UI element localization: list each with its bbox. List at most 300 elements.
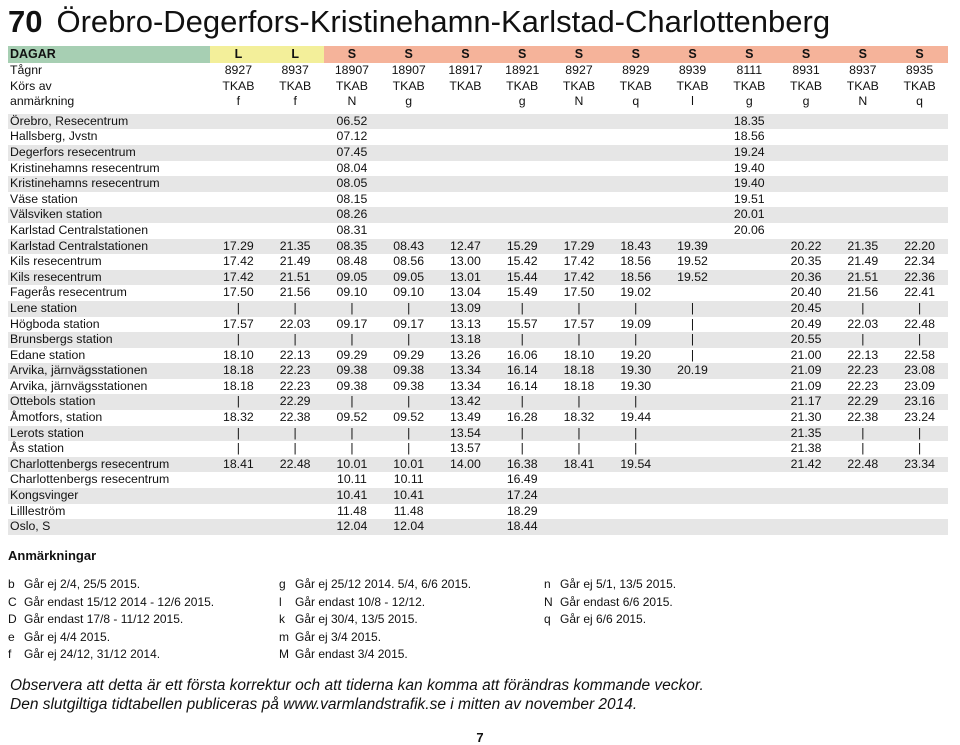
stop-name: Arvika, järnvägsstationen (10, 378, 148, 393)
time-cell (834, 223, 891, 239)
stop-name: Karlstad Centralstationen (8, 239, 210, 255)
time-cell (664, 379, 721, 395)
note-item (279, 611, 471, 629)
time-cell: 12.47 (437, 239, 494, 255)
time-cell (607, 207, 664, 223)
time-cell (210, 472, 267, 488)
time-cell: 18.32 (222, 410, 254, 425)
info-cell: 8939 (678, 63, 707, 77)
time-cell: 22.41 (904, 285, 935, 300)
notes-column-3 (544, 576, 676, 629)
note-key: n (544, 577, 551, 591)
time-cell: 21.49 (847, 254, 879, 269)
time-cell (778, 161, 835, 177)
note-item (279, 594, 471, 612)
time-cell: 22.23 (267, 363, 324, 379)
time-cell: | (607, 394, 664, 410)
time-cell (210, 488, 267, 504)
time-cell (721, 270, 778, 286)
time-cell: 19.09 (620, 316, 652, 331)
stop-name: Åmotfors, station (10, 410, 103, 425)
note-item (8, 646, 214, 664)
note-key: C (8, 594, 17, 609)
time-cell (607, 223, 664, 239)
time-cell: 21.49 (279, 254, 311, 269)
time-cell (778, 519, 835, 535)
time-cell (551, 192, 608, 208)
time-cell: 10.01 (380, 457, 437, 473)
info-cell: TKAB (733, 78, 766, 93)
time-cell (778, 114, 835, 130)
time-cell: 18.56 (733, 129, 765, 144)
time-cell (210, 114, 267, 130)
time-cell: 17.42 (222, 254, 254, 269)
time-cell (834, 129, 891, 145)
time-cell (721, 317, 778, 333)
stop-row (8, 285, 948, 301)
day-code: S (607, 46, 664, 63)
time-cell: 08.05 (324, 176, 381, 192)
time-cell: 19.30 (620, 378, 652, 393)
stop-name: Edane station (10, 347, 86, 362)
time-cell (551, 176, 608, 192)
time-cell: 13.54 (437, 426, 494, 442)
time-cell: | (324, 426, 381, 442)
info-cell: q (632, 94, 640, 109)
time-cell (891, 504, 948, 520)
info-cell: 8927 (224, 63, 253, 77)
time-cell (210, 129, 267, 145)
time-cell: 22.36 (891, 270, 948, 286)
info-cell: TKAB (506, 78, 539, 93)
info-row (8, 94, 948, 110)
note-item (544, 576, 676, 594)
time-cell: 18.18 (563, 378, 595, 393)
stop-name: Karlstad Centralstationen (10, 222, 149, 237)
time-cell: 13.01 (437, 270, 494, 286)
time-cell (607, 192, 664, 208)
time-cell (437, 223, 494, 239)
time-cell: | (267, 301, 324, 317)
time-cell (494, 145, 551, 161)
time-cell: | (551, 301, 608, 317)
time-cell (380, 176, 437, 192)
time-cell: 19.30 (607, 363, 664, 379)
note-item (8, 611, 214, 629)
time-cell (494, 129, 551, 145)
time-cell (551, 223, 608, 239)
time-cell: 19.54 (607, 457, 664, 473)
time-cell: | (891, 332, 948, 348)
note-text: Går endast 6/6 2015. (560, 594, 673, 609)
time-cell: 21.51 (267, 270, 324, 286)
time-cell (380, 207, 437, 223)
time-cell (437, 161, 494, 177)
stop-name: Hallsberg, Jvstn (10, 129, 98, 144)
time-cell (721, 488, 778, 504)
note-text: Går ej 30/4, 13/5 2015. (295, 612, 418, 626)
time-cell: | (834, 426, 891, 442)
info-cell: N (858, 94, 868, 109)
time-cell: 20.40 (790, 285, 822, 300)
page-heading (8, 2, 830, 42)
time-cell (664, 192, 721, 208)
time-cell: 19.52 (664, 270, 721, 286)
info-cell: TKAB (279, 78, 312, 93)
time-cell (834, 176, 891, 192)
time-cell (437, 472, 494, 488)
time-cell (664, 161, 721, 177)
day-code: S (664, 46, 721, 63)
time-cell: 10.41 (380, 488, 437, 504)
day-code: S (324, 46, 381, 63)
time-cell (834, 519, 891, 535)
time-cell: 08.56 (393, 254, 425, 269)
footer-line-1: Observera att detta är ett första korrektur och att tiderna kan komma att förändras kommande veckor. (10, 677, 704, 694)
info-cell: 8937 (849, 63, 877, 77)
time-cell: 06.52 (324, 114, 381, 130)
time-cell (267, 223, 324, 239)
time-cell (267, 161, 324, 177)
time-cell: | (380, 394, 437, 410)
info-cell: N (347, 94, 357, 109)
time-cell: 17.29 (551, 239, 608, 255)
stop-name: Lerots station (8, 426, 210, 442)
info-label: Körs av (10, 78, 52, 93)
time-cell: 15.29 (494, 239, 551, 255)
stop-row (8, 441, 948, 457)
note-key: M (279, 647, 289, 661)
note-item (8, 629, 214, 647)
info-cell: 8111 (736, 63, 763, 77)
stop-row (8, 410, 948, 426)
time-cell: 08.04 (336, 160, 368, 175)
time-cell (551, 519, 608, 535)
info-cell: TKAB (846, 78, 879, 93)
time-cell (494, 161, 551, 177)
stop-row (8, 192, 948, 208)
time-cell (721, 363, 778, 379)
time-cell (267, 472, 324, 488)
stop-row (8, 332, 948, 348)
time-cell (267, 176, 324, 192)
time-cell: 23.08 (891, 363, 948, 379)
info-cell: l (691, 94, 694, 109)
time-cell: 18.41 (210, 457, 267, 473)
time-cell (267, 129, 324, 145)
route-number: 70 (8, 4, 43, 39)
time-cell: 13.04 (450, 285, 481, 300)
time-cell (891, 145, 948, 161)
time-cell: 21.51 (834, 270, 891, 286)
day-code: S (380, 46, 437, 63)
time-cell: | (634, 441, 638, 456)
time-cell: | (551, 426, 608, 442)
info-cell: TKAB (562, 78, 596, 93)
time-cell: 16.14 (506, 378, 538, 393)
time-cell (437, 145, 494, 161)
info-cell: 18907 (391, 63, 426, 77)
time-cell: 09.05 (324, 270, 381, 286)
time-cell (210, 207, 267, 223)
time-cell: | (690, 347, 695, 362)
time-cell: | (267, 426, 324, 442)
time-cell (664, 426, 721, 442)
time-cell: 22.23 (279, 378, 311, 393)
info-cell: TKAB (676, 78, 709, 93)
time-cell (267, 145, 324, 161)
stop-row (8, 504, 948, 520)
note-item (544, 611, 676, 629)
time-cell: 18.56 (607, 270, 664, 286)
time-cell: 21.09 (790, 378, 822, 393)
day-code: S (721, 46, 778, 63)
time-cell: 22.03 (279, 316, 311, 331)
stop-row (8, 519, 948, 535)
note-item (279, 646, 471, 664)
time-cell (267, 207, 324, 223)
info-cell: 8935 (905, 63, 934, 77)
time-cell: 20.49 (790, 316, 822, 331)
time-cell: 13.49 (450, 410, 481, 425)
time-cell: 09.10 (393, 285, 425, 300)
day-code: S (494, 46, 551, 63)
time-cell: 09.52 (393, 410, 425, 425)
time-cell (551, 145, 608, 161)
time-cell (778, 488, 835, 504)
stop-row (8, 145, 948, 161)
day-code: S (437, 46, 494, 63)
stop-row (8, 379, 948, 395)
stop-name: Välsviken station (8, 207, 210, 223)
time-cell: 22.03 (847, 316, 879, 331)
time-cell: 22.20 (891, 239, 948, 255)
stop-name: Charlottenbergs resecentrum (8, 457, 210, 473)
time-cell: 18.10 (222, 347, 254, 362)
time-cell: 17.57 (222, 316, 254, 331)
time-cell (380, 129, 437, 145)
time-cell: 18.32 (563, 410, 595, 425)
time-cell (210, 504, 267, 520)
time-cell (210, 145, 267, 161)
time-cell (664, 145, 721, 161)
time-cell (891, 223, 948, 239)
time-cell: 21.42 (778, 457, 835, 473)
time-cell (607, 504, 664, 520)
time-cell: 16.06 (506, 347, 538, 362)
time-cell: 23.16 (891, 394, 948, 410)
footer-notice (10, 676, 704, 714)
day-code: S (891, 46, 948, 63)
time-cell (551, 472, 608, 488)
note-text: Går endast 3/4 2015. (295, 647, 408, 661)
time-cell (551, 207, 608, 223)
stop-name: Lillleström (10, 503, 66, 518)
time-cell: 19.40 (721, 176, 778, 192)
time-cell: 08.15 (336, 191, 368, 206)
stop-row (8, 472, 948, 488)
time-cell: 20.55 (778, 332, 835, 348)
time-cell: 07.12 (336, 129, 368, 144)
time-cell: 20.22 (778, 239, 835, 255)
note-key: l (279, 594, 282, 609)
time-cell (607, 161, 664, 177)
time-cell (778, 472, 835, 488)
stop-row (8, 254, 948, 270)
time-cell: 08.26 (324, 207, 381, 223)
time-cell: 22.13 (279, 347, 311, 362)
time-cell: 22.38 (279, 410, 311, 425)
time-cell: 20.45 (778, 301, 835, 317)
time-cell (664, 472, 721, 488)
stop-name: Högboda station (10, 316, 100, 331)
time-cell: 20.35 (790, 254, 822, 269)
info-cell: g (518, 94, 526, 109)
time-cell (210, 161, 267, 177)
time-cell: 23.34 (891, 457, 948, 473)
time-cell: 18.44 (494, 519, 551, 535)
time-cell (607, 488, 664, 504)
time-cell: 22.29 (834, 394, 891, 410)
time-cell: 19.39 (664, 239, 721, 255)
info-label: Tågnr (10, 63, 43, 77)
stop-name: Ås station (10, 441, 64, 456)
time-cell (834, 504, 891, 520)
time-cell: | (551, 394, 608, 410)
time-cell: | (380, 301, 437, 317)
time-cell: | (834, 301, 891, 317)
note-key: D (8, 612, 17, 626)
time-cell (380, 114, 437, 130)
time-cell: 18.41 (551, 457, 608, 473)
stop-row (8, 114, 948, 130)
stop-name: Väse station (10, 191, 78, 206)
stop-name: Charlottenbergs resecentrum (10, 472, 170, 487)
time-cell: 10.11 (393, 472, 424, 487)
time-cell: 22.48 (834, 457, 891, 473)
time-cell (834, 472, 891, 488)
stop-name: Lene station (8, 301, 210, 317)
note-key: b (8, 577, 15, 591)
time-cell: 10.01 (324, 457, 381, 473)
info-cell: TKAB (449, 78, 482, 93)
info-cell: 8937 (281, 63, 309, 77)
timetable-body (8, 46, 948, 535)
time-cell (664, 129, 721, 145)
info-cell: TKAB (392, 78, 425, 93)
time-cell: 19.51 (733, 191, 765, 206)
time-cell (721, 239, 778, 255)
time-cell: | (324, 394, 381, 410)
note-key: m (279, 629, 289, 644)
time-cell (607, 176, 664, 192)
info-cell: 18921 (505, 63, 540, 77)
stop-name: Arvika, järnvägsstationen (8, 363, 210, 379)
time-cell (664, 394, 721, 410)
time-cell: 12.04 (380, 519, 437, 535)
note-text: Går endast 15/12 2014 - 12/6 2015. (24, 594, 215, 609)
time-cell (437, 519, 494, 535)
info-cell: g (405, 94, 413, 109)
info-cell: 8929 (622, 63, 650, 77)
time-cell: | (407, 441, 411, 456)
note-text: Går endast 10/8 - 12/12. (295, 594, 426, 609)
time-cell (778, 129, 835, 145)
stop-row (8, 488, 948, 504)
time-cell: | (891, 426, 948, 442)
time-cell (267, 488, 324, 504)
stop-name: Oslo, S (8, 519, 210, 535)
time-cell: 22.13 (847, 347, 879, 362)
time-cell: 09.52 (336, 410, 368, 425)
info-cell: 8927 (565, 63, 593, 77)
time-cell: 18.10 (563, 347, 595, 362)
time-cell (551, 129, 608, 145)
time-cell: 10.41 (324, 488, 381, 504)
time-cell: | (267, 332, 324, 348)
time-cell: 13.57 (450, 441, 481, 456)
time-cell (437, 129, 494, 145)
time-cell (834, 114, 891, 130)
time-cell: 19.40 (733, 160, 765, 175)
time-cell (778, 223, 835, 239)
time-cell (664, 504, 721, 520)
stop-row (8, 239, 948, 255)
time-cell (891, 114, 948, 130)
time-cell (664, 223, 721, 239)
time-cell (891, 192, 948, 208)
time-cell: 22.58 (904, 347, 935, 362)
note-text: Går ej 3/4 2015. (295, 629, 382, 644)
time-cell (664, 207, 721, 223)
day-code: S (551, 46, 608, 63)
time-cell: 13.26 (450, 347, 481, 362)
info-cell: TKAB (335, 78, 368, 93)
time-cell: 13.09 (437, 301, 494, 317)
time-cell: 13.13 (450, 316, 481, 331)
time-cell (267, 114, 324, 130)
time-cell: 17.42 (551, 270, 608, 286)
time-cell (210, 192, 267, 208)
info-cell: g (802, 94, 810, 109)
info-row (8, 63, 948, 79)
note-key: N (544, 594, 553, 609)
time-cell: | (494, 426, 551, 442)
time-cell (721, 441, 778, 457)
time-cell: 22.38 (847, 410, 879, 425)
stop-name: Degerfors resecentrum (8, 145, 210, 161)
time-cell: 21.35 (834, 239, 891, 255)
stop-row (8, 363, 948, 379)
stop-row (8, 394, 948, 410)
stop-row (8, 301, 948, 317)
time-cell: 13.34 (437, 363, 494, 379)
time-cell: 21.38 (790, 441, 822, 456)
time-cell: 20.36 (778, 270, 835, 286)
time-cell (721, 332, 778, 348)
stop-name: Kils resecentrum (10, 254, 102, 269)
time-cell (267, 519, 324, 535)
stop-row (8, 270, 948, 286)
time-cell (721, 285, 778, 301)
time-cell: 08.31 (336, 222, 368, 237)
stop-row (8, 426, 948, 442)
time-cell (721, 472, 778, 488)
note-text: Går ej 5/1, 13/5 2015. (560, 577, 677, 591)
time-cell: | (210, 332, 267, 348)
time-cell (834, 207, 891, 223)
time-cell: 17.42 (563, 254, 595, 269)
